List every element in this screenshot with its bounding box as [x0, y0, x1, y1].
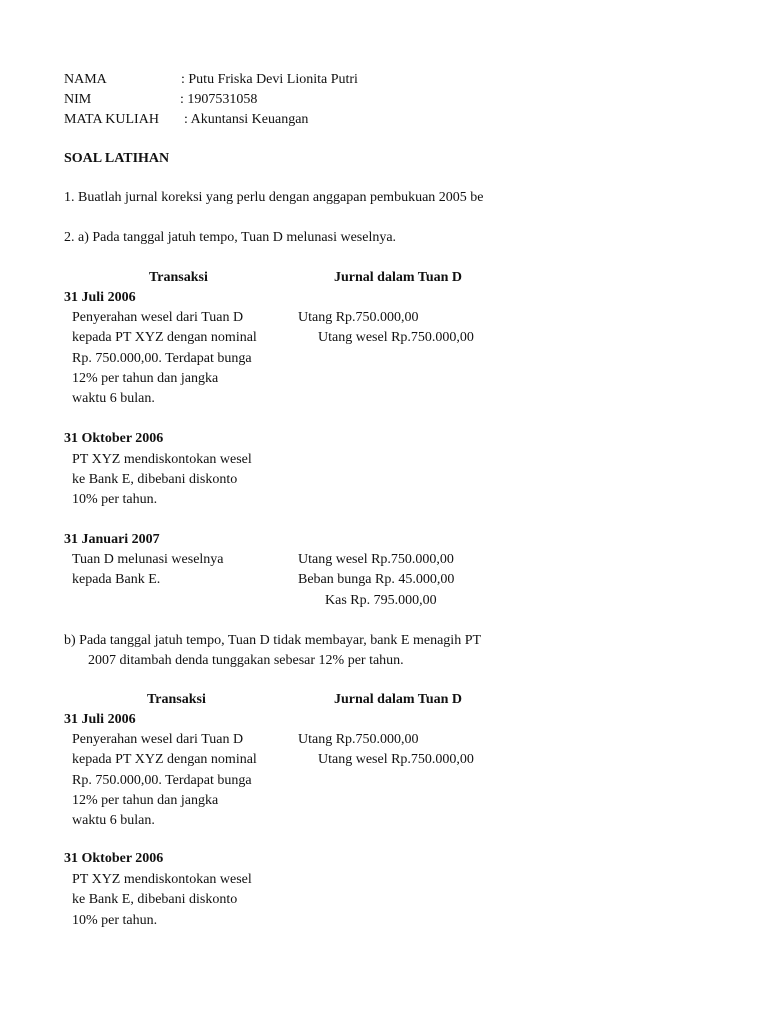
nama-label: NAMA — [64, 72, 107, 87]
transaction-line: 10% per tahun. — [72, 492, 158, 507]
journal-line: Kas Rp. 795.000,00 — [325, 593, 437, 608]
transaction-line: ke Bank E, dibebani diskonto — [72, 892, 238, 907]
journal-line: Utang wesel Rp.750.000,00 — [318, 752, 474, 767]
table-a-header-transaksi: Transaksi — [149, 270, 208, 285]
transaction-line: Rp. 750.000,00. Terdapat bunga — [72, 773, 252, 788]
transaction-line: Rp. 750.000,00. Terdapat bunga — [72, 351, 252, 366]
table-b-header-jurnal: Jurnal dalam Tuan D — [334, 692, 462, 707]
transaction-line: kepada Bank E. — [72, 572, 161, 587]
question-2a: 2. a) Pada tanggal jatuh tempo, Tuan D melunasi weselnya. — [64, 230, 397, 245]
question-1: 1. Buatlah jurnal koreksi yang perlu dengan anggapan pembukuan 2005 be — [64, 190, 484, 205]
journal-line: Utang Rp.750.000,00 — [298, 732, 419, 747]
page-title: SOAL LATIHAN — [64, 151, 170, 166]
journal-line: Utang Rp.750.000,00 — [298, 310, 419, 325]
transaction-line: waktu 6 bulan. — [72, 391, 155, 406]
table-b-header-transaksi: Transaksi — [147, 692, 206, 707]
nim-value: : 1907531058 — [180, 92, 258, 107]
date-b1: 31 Juli 2006 — [64, 712, 136, 727]
transaction-line: 12% per tahun dan jangka — [72, 793, 219, 808]
transaction-line: Penyerahan wesel dari Tuan D — [72, 732, 244, 747]
transaction-line: ke Bank E, dibebani diskonto — [72, 472, 238, 487]
transaction-line: 12% per tahun dan jangka — [72, 371, 219, 386]
date-b2: 31 Oktober 2006 — [64, 851, 164, 866]
journal-line: Utang wesel Rp.750.000,00 — [298, 552, 454, 567]
transaction-line: PT XYZ mendiskontokan wesel — [72, 872, 252, 887]
journal-line: Utang wesel Rp.750.000,00 — [318, 330, 474, 345]
nama-value: : Putu Friska Devi Lionita Putri — [181, 72, 358, 87]
journal-line: Beban bunga Rp. 45.000,00 — [298, 572, 455, 587]
date-a1: 31 Juli 2006 — [64, 290, 136, 305]
date-a3: 31 Januari 2007 — [64, 532, 160, 547]
transaction-line: Penyerahan wesel dari Tuan D — [72, 310, 244, 325]
question-2b-cont: 2007 ditambah denda tunggakan sebesar 12% per tahun. — [88, 653, 404, 668]
table-a-header-jurnal: Jurnal dalam Tuan D — [334, 270, 462, 285]
transaction-line: waktu 6 bulan. — [72, 813, 155, 828]
question-2b: b) Pada tanggal jatuh tempo, Tuan D tidak membayar, bank E menagih PT — [64, 633, 482, 648]
matkul-label: MATA KULIAH — [64, 112, 159, 127]
transaction-line: kepada PT XYZ dengan nominal — [72, 752, 257, 767]
transaction-line: kepada PT XYZ dengan nominal — [72, 330, 257, 345]
transaction-line: PT XYZ mendiskontokan wesel — [72, 452, 252, 467]
transaction-line: 10% per tahun. — [72, 913, 158, 928]
transaction-line: Tuan D melunasi weselnya — [72, 552, 224, 567]
matkul-value: : Akuntansi Keuangan — [184, 112, 309, 127]
date-a2: 31 Oktober 2006 — [64, 431, 164, 446]
nim-label: NIM — [64, 92, 92, 107]
